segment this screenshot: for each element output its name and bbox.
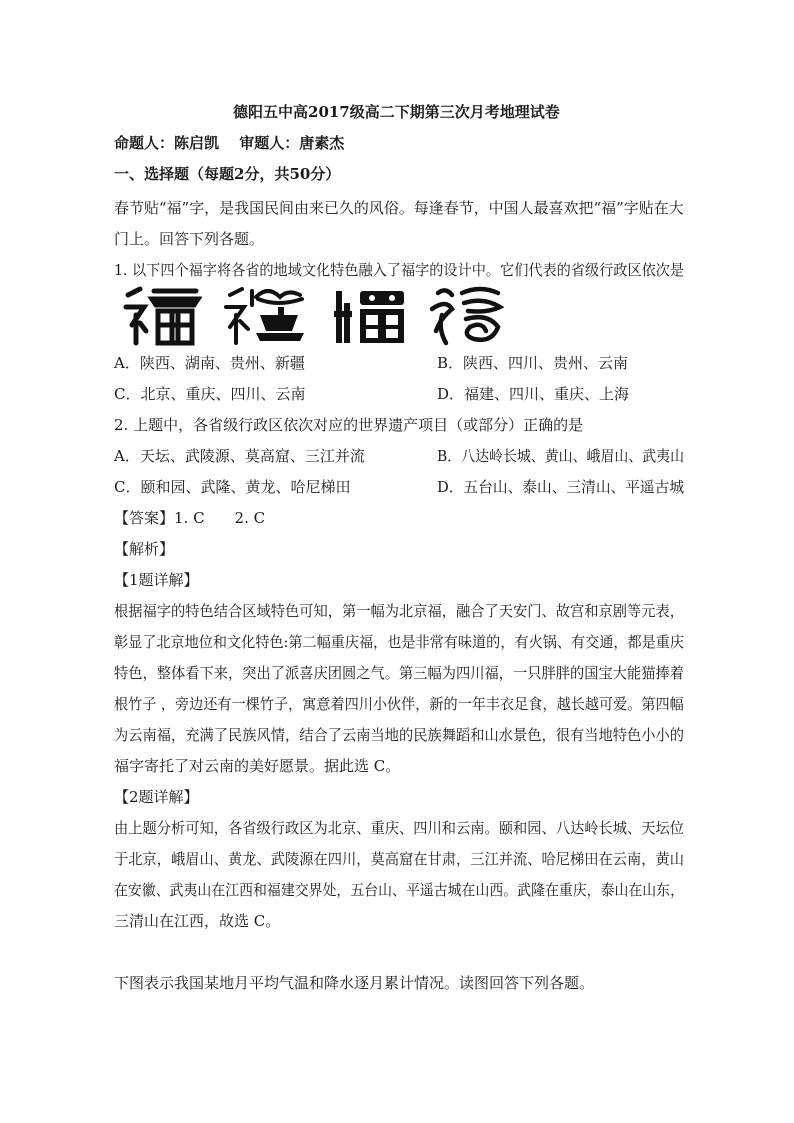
q1-option-b: B．陕西、四川、贵州、云南	[437, 354, 629, 372]
detail-1-line: 根据福字的特色结合区域特色可知，第一幅为北京福，融合了天安门、故宫和京剧等元表，	[114, 602, 685, 620]
analysis-heading: 【解析】	[114, 540, 175, 558]
detail-1-line: 彰显了北京地位和文化特色:第二幅重庆福，也是非常有味道的，有火锅、有交通，都是重庆	[114, 633, 685, 651]
question-1-stem: 1. 以下四个福字将各省的地域文化特色融入了福字的设计中。它们代表的省级行政区依次是	[114, 261, 685, 279]
question-2-stem: 2. 上题中，各省级行政区依次对应的世界遗产项目（或部分）正确的是	[114, 416, 584, 434]
detail-1-line: 福字寄托了对云南的美好愿景。据此选 C。	[114, 757, 401, 775]
page-title: 德阳五中高2017级高二下期第三次月考地理试卷	[233, 103, 560, 121]
q1-option-d: D．福建、四川、重庆、上海	[437, 385, 630, 403]
q1-option-c: C．北京、重庆、四川、云南	[114, 385, 306, 403]
section-heading: 一、选择题（每题2分，共50分）	[114, 165, 341, 183]
detail-2-line: 在安徽、武夷山在江西和福建交界处，五台山、平遥古城在山西。武隆在重庆，泰山在山东，	[114, 881, 684, 899]
q2-option-d: D．五台山、泰山、三清山、平遥古城	[437, 478, 685, 496]
authors-line: 命题人：陈启凯 审题人：唐素杰	[114, 134, 345, 152]
fu-sichuan-icon	[330, 285, 410, 347]
q1-option-a: A．陕西、湖南、贵州、新疆	[114, 354, 305, 372]
q2-option-a: A．天坛、武陵源、莫高窟、三江并流	[114, 447, 365, 465]
fu-yunnan-icon	[428, 285, 504, 347]
fu-chongqing-icon	[222, 285, 307, 347]
intro-line-2: 门上。回答下列各题。	[114, 230, 265, 248]
next-section-intro: 下图表示我国某地月平均气温和降水逐月累计情况。读图回答下列各题。	[114, 974, 595, 992]
intro-line-1: 春节贴“福”字，是我国民间由来已久的风俗。每逢春节，中国人最喜欢把“福”字贴在大	[114, 199, 684, 217]
detail-2-line: 三清山在江西，故选 C。	[114, 912, 281, 930]
detail-1-line: 根竹子 ，旁边还有一棵竹子，寓意着四川小伙伴，新的一年丰衣足食，越长越可爱。第四幅	[114, 695, 684, 713]
detail-1-heading: 【1题详解】	[114, 571, 199, 589]
fu-beijing-icon	[122, 285, 202, 347]
detail-2-line: 由上题分析可知，各省级行政区为北京、重庆、四川和云南。颐和园、八达岭长城、天坛位	[114, 819, 685, 837]
answer-line: 【答案】1. C 2. C	[114, 509, 266, 527]
q2-option-b: B．八达岭长城、黄山、峨眉山、武夷山	[437, 447, 685, 465]
q2-option-c: C．颐和园、武隆、黄龙、哈尼梯田	[114, 478, 351, 496]
detail-2-line: 于北京，峨眉山、黄龙、武陵源在四川，莫高窟在甘肃，三江并流、哈尼梯田在云南，黄山	[114, 850, 685, 868]
detail-1-line: 为云南福，充满了民族风情，结合了云南当地的民族舞蹈和山水景色，很有当地特色小小的	[114, 726, 685, 744]
detail-2-heading: 【2题详解】	[114, 788, 199, 806]
detail-1-line: 特色，整体看下来，突出了派喜庆团圆之气。第三幅为四川福，一只胖胖的国宝大能猫捧着	[114, 664, 685, 682]
